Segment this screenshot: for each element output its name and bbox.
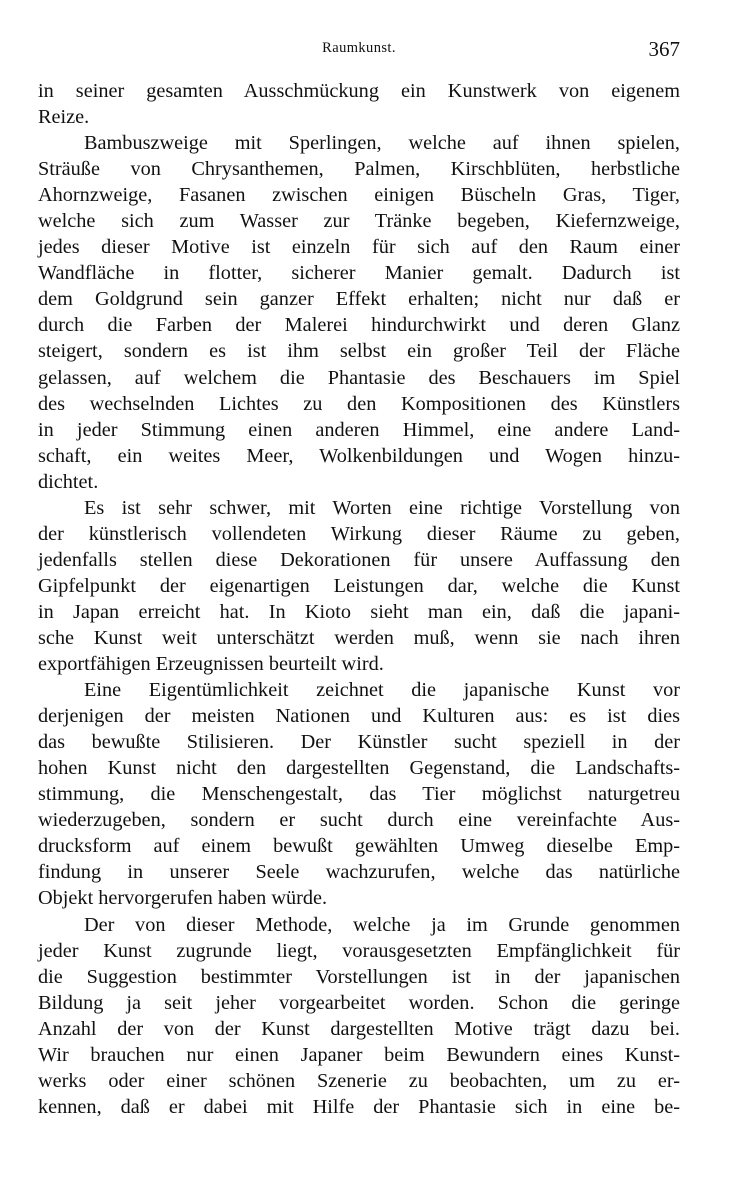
running-title: Raumkunst. bbox=[322, 40, 396, 56]
paragraph-suggestion bbox=[38, 912, 680, 1120]
text-line: findung in unserer Seele wachzurufen, welche das natürliche bbox=[38, 861, 680, 884]
text-line: jeder Kunst zugrunde liegt, vorausgesetzten Empfänglichkeit für bbox=[38, 939, 680, 962]
text-line: in jeder Stimmung einen anderen Himmel, eine andere Land- bbox=[38, 418, 680, 441]
text-line: die Suggestion bestimmter Vorstellungen ist in der japanischen bbox=[38, 965, 680, 988]
text-line: stimmung, die Menschengestalt, das Tier möglichst naturgetreu bbox=[38, 783, 680, 806]
text-line: in seiner gesamten Ausschmückung ein Kunstwerk von eigenem bbox=[38, 80, 680, 102]
body-text bbox=[38, 78, 680, 1120]
text-line: Es ist sehr schwer, mit Worten eine richtige Vorstellung von bbox=[84, 496, 680, 519]
text-line: Gipfelpunkt der eigenartigen Leistungen dar, welche die Kunst bbox=[38, 574, 680, 597]
paragraph-stylization bbox=[38, 677, 680, 911]
text-line: kennen, daß er dabei mit Hilfe der Phantasie sich in eine be- bbox=[38, 1095, 680, 1118]
text-line: Wir brauchen nur einen Japaner beim Bewundern eines Kunst- bbox=[38, 1043, 680, 1066]
text-line: derjenigen der meisten Nationen und Kulturen aus: es ist dies bbox=[38, 705, 680, 728]
text-line: Sträuße von Chrysanthemen, Palmen, Kirschblüten, herbstliche bbox=[38, 158, 680, 181]
text-line: werks oder einer schönen Szenerie zu beobachten, um zu er- bbox=[38, 1069, 680, 1092]
text-line: der künstlerisch vollendeten Wirkung dieser Räume zu geben, bbox=[38, 522, 680, 545]
text-line: Ahornzweige, Fasanen zwischen einigen Büscheln Gras, Tiger, bbox=[38, 184, 680, 207]
text-line: gelassen, auf welchem die Phantasie des Beschauers im Spiel bbox=[38, 366, 680, 389]
text-line: jedes dieser Motive ist einzeln für sich auf den Raum einer bbox=[38, 236, 680, 259]
text-line: welche sich zum Wasser zur Tränke begeben, Kiefernzweige, bbox=[38, 210, 680, 233]
paragraph-effect bbox=[38, 495, 680, 677]
text-line: jedenfalls stellen diese Dekorationen für unsere Auffassung den bbox=[38, 548, 680, 571]
text-line: dichtet. bbox=[38, 470, 99, 493]
text-line: Der von dieser Methode, welche ja im Grunde genommen bbox=[84, 913, 680, 936]
text-line: dem Goldgrund sein ganzer Effekt erhalten; nicht nur daß er bbox=[38, 288, 680, 311]
text-line: Bambuszweige mit Sperlingen, welche auf ihnen spielen, bbox=[84, 132, 680, 155]
text-line: Anzahl der von der Kunst dargestellten Motive trägt dazu bei. bbox=[38, 1017, 680, 1040]
text-line: drucksform auf einem bewußt gewählten Umweg dieselbe Emp- bbox=[38, 835, 680, 858]
text-line: in Japan erreicht hat. In Kioto sieht man ein, daß die japani- bbox=[38, 600, 680, 623]
text-line: das bewußte Stilisieren. Der Künstler sucht speziell in der bbox=[38, 731, 680, 754]
text-line: Objekt hervorgerufen haben würde. bbox=[38, 887, 328, 910]
text-line: wiederzugeben, sondern er sucht durch eine vereinfachte Aus- bbox=[38, 809, 680, 832]
paragraph-motifs bbox=[38, 130, 680, 495]
text-line: hohen Kunst nicht den dargestellten Gegenstand, die Landschafts- bbox=[38, 757, 680, 780]
text-line: sche Kunst weit unterschätzt werden muß, wenn sie nach ihren bbox=[38, 626, 680, 649]
page-header bbox=[38, 37, 680, 70]
text-line: schaft, ein weites Meer, Wolkenbildungen und Wogen hinzu- bbox=[38, 444, 680, 467]
paragraph-continuation bbox=[38, 78, 680, 130]
text-line: exportfähigen Erzeugnissen beurteilt wird. bbox=[38, 653, 384, 676]
text-line: durch die Farben der Malerei hindurchwirkt und deren Glanz bbox=[38, 314, 680, 337]
page-number: 367 bbox=[648, 37, 680, 61]
text-line: Bildung ja seit jeher vorgearbeitet worden. Schon die geringe bbox=[38, 991, 680, 1014]
text-line: Reize. bbox=[38, 106, 90, 129]
text-line: des wechselnden Lichtes zu den Kompositionen des Künstlers bbox=[38, 392, 680, 415]
text-line: Wandfläche in flotter, sicherer Manier gemalt. Dadurch ist bbox=[38, 262, 680, 285]
text-line: steigert, sondern es ist ihm selbst ein großer Teil der Fläche bbox=[38, 340, 680, 363]
text-line: Eine Eigentümlichkeit zeichnet die japanische Kunst vor bbox=[84, 679, 680, 702]
